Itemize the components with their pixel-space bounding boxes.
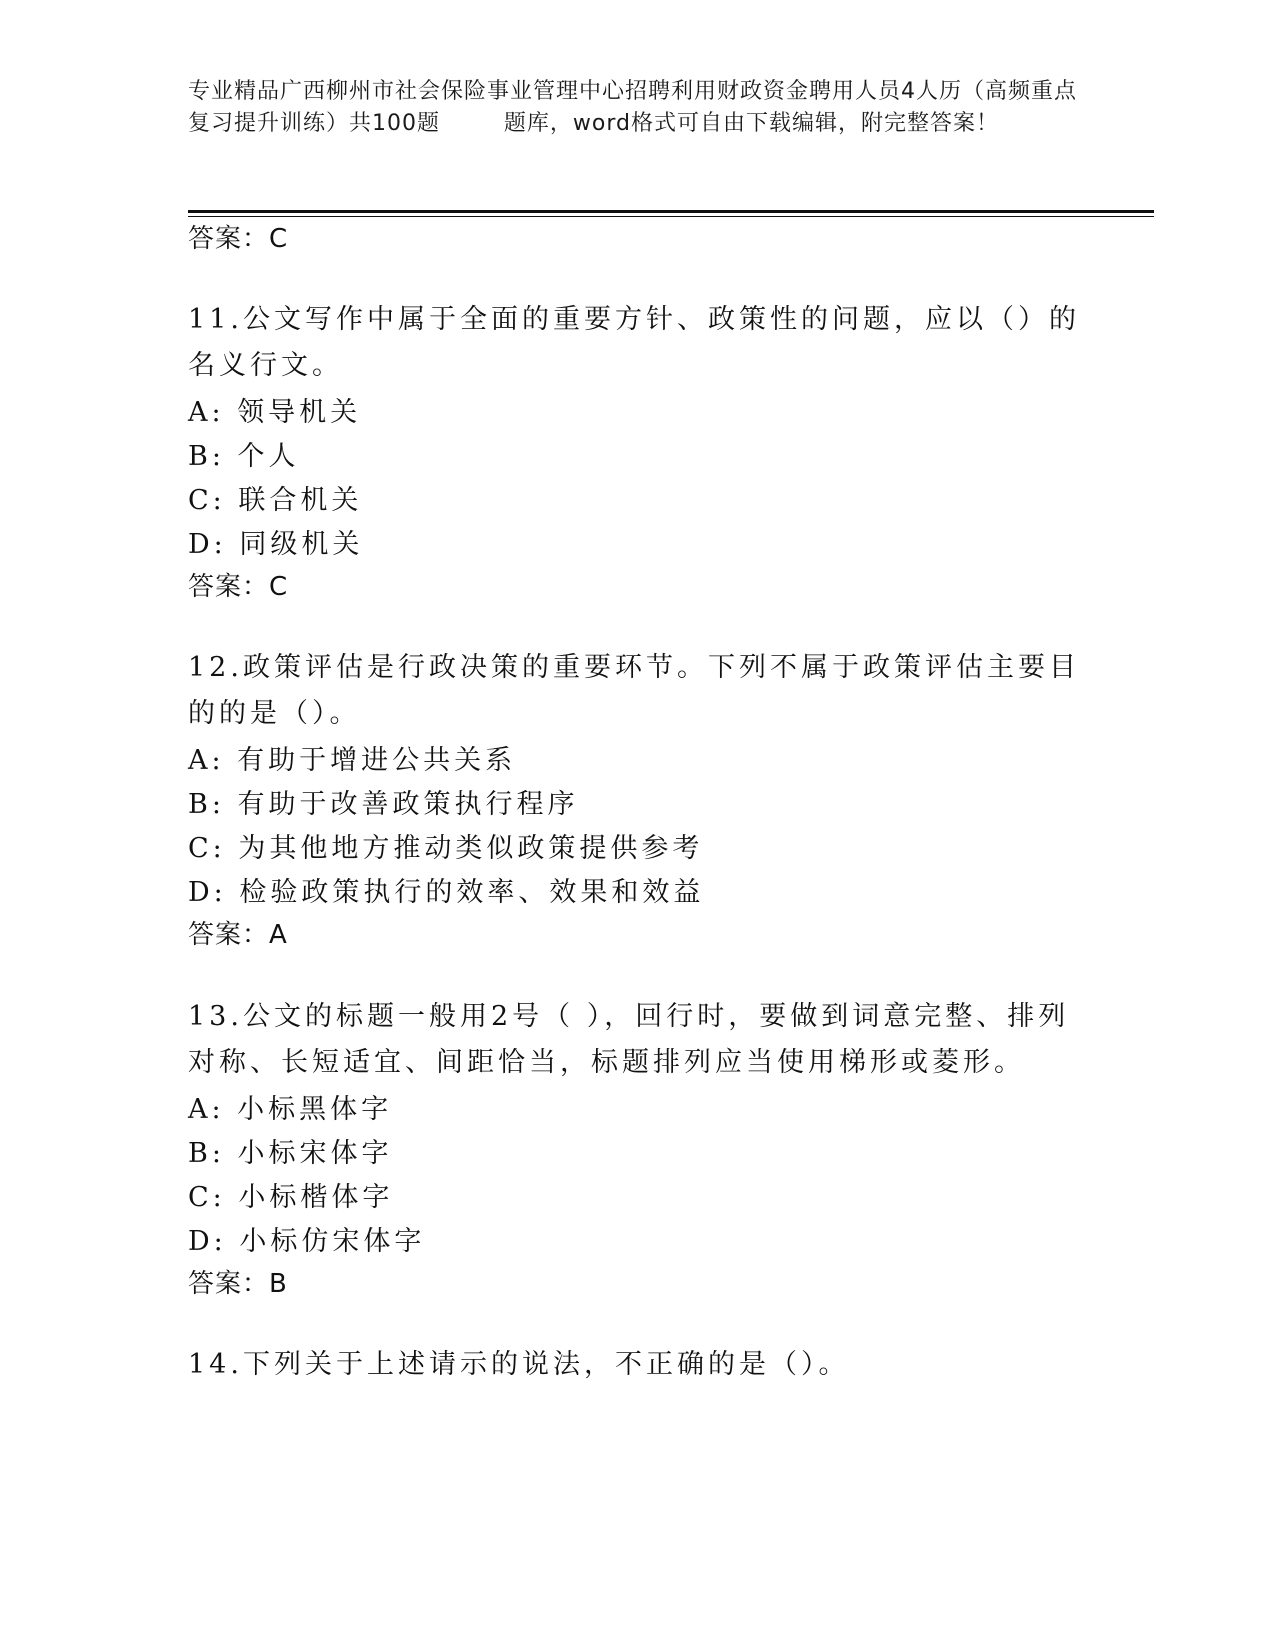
header-divider-thick xyxy=(188,210,1154,213)
question-13-option-d: D: 小标仿宋体字 xyxy=(188,1226,426,1257)
question-11-option-a: A: 领导机关 xyxy=(188,397,362,428)
document-header: 专业精品广西柳州市社会保险事业管理中心招聘利用财政资金聘用人员4人历（高频重点复习提升训练）共100题 题库，word格式可自由下载编辑，附完整答案！ xyxy=(188,79,1077,136)
question-11-option-c: C: 联合机关 xyxy=(188,485,363,516)
question-13-answer: 答案：B xyxy=(188,1269,288,1299)
question-13-option-a: A: 小标黑体字 xyxy=(188,1094,393,1125)
header-divider-thin xyxy=(188,216,1154,217)
question-12-answer: 答案：A xyxy=(188,920,288,950)
question-12-option-b: B: 有助于改善政策执行程序 xyxy=(188,789,579,820)
question-11-stem: 11.公文写作中属于全面的重要方针、政策性的问题，应以（）的名义行文。 xyxy=(188,304,1080,381)
question-11-option-d: D: 同级机关 xyxy=(188,529,364,560)
question-13-stem: 13.公文的标题一般用2号（ ），回行时，要做到词意完整、排列对称、长短适宜、间距恰当，标题排列应当使用梯形或菱形。 xyxy=(188,1001,1070,1078)
question-11-answer: 答案：C xyxy=(188,572,289,602)
question-13-option-b: B: 小标宋体字 xyxy=(188,1138,393,1169)
question-12-option-a: A: 有助于增进公共关系 xyxy=(188,745,517,776)
previous-answer: 答案：C xyxy=(188,224,289,254)
question-11-option-b: B: 个人 xyxy=(188,441,300,472)
question-12-option-d: D: 检验政策执行的效率、效果和效益 xyxy=(188,877,705,908)
question-13-option-c: C: 小标楷体字 xyxy=(188,1182,394,1213)
question-14-stem: 14.下列关于上述请示的说法，不正确的是（）。 xyxy=(188,1349,850,1380)
question-12-option-c: C: 为其他地方推动类似政策提供参考 xyxy=(188,833,704,864)
question-12-stem: 12.政策评估是行政决策的重要环节。下列不属于政策评估主要目的的是（）。 xyxy=(188,652,1080,729)
